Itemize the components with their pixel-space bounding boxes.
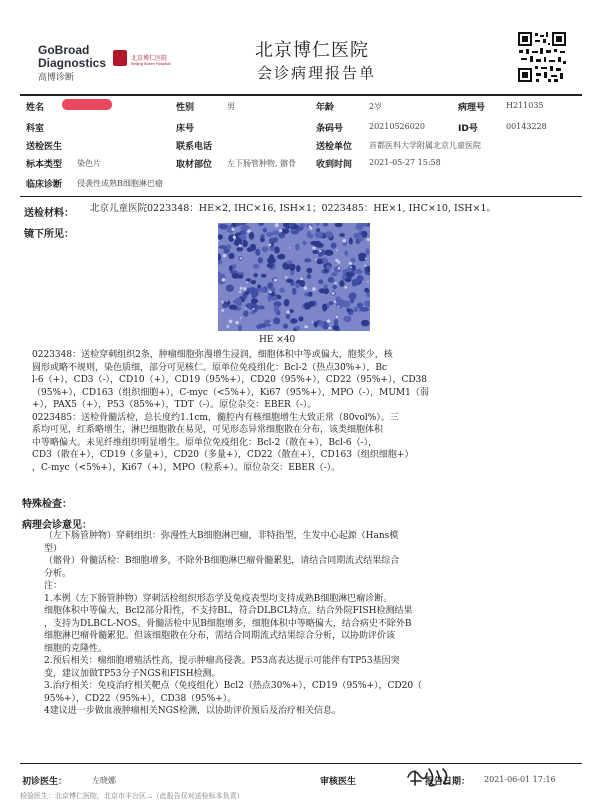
doctor-label: 送检医生 (26, 142, 63, 152)
opinion-line: 变，建议加做TP53分子NGS和FISH检测。 (44, 668, 221, 679)
report-date-value: 2021-06-01 17:16 (484, 775, 556, 784)
barcode-label: 条码号 (316, 124, 344, 134)
bed-label: 床号 (176, 124, 195, 134)
first-doctor-value: 左晓娜 (92, 776, 116, 785)
micrograph-caption: HE ×40 (259, 335, 296, 345)
microscopy-findings (32, 349, 582, 474)
sex-value: 男 (227, 102, 235, 111)
report-title: 会诊病理报告单 (257, 64, 377, 82)
opinion-line: ，支持为DLBCL-NOS。骨髓活检中见B细胞增多，细胞体积中等略偏大，结合病史不除外B (44, 618, 412, 629)
id-value: 00143228 (506, 122, 547, 131)
opinion-line: 4建议进一步做血液肿瘤相关NGS检测，以协助评价预后及治疗相关信息。 (44, 706, 341, 716)
material-value: 北京儿童医院0223348：HE×2, IHC×16, ISH×1；0223485：HE×1, IHC×10, ISH×1。 (90, 203, 497, 214)
report-title-hospital: 北京博仁医院 (255, 40, 369, 61)
findings-line: 系均可见，红系略增生，淋巴细胞散在易见，可见形态异常细胞散在分布，该类细胞体积 (32, 425, 384, 435)
opinion-line: 细胞的克隆性。 (44, 643, 108, 654)
hospital-name-small: 北京博仁医院 (131, 55, 168, 62)
specimen-label: 标本类型 (26, 160, 63, 170)
hospital-name-en: Beijing Boren Hospital (131, 61, 171, 66)
opinion-line: 型） (44, 543, 63, 554)
opinion-line: 3.治疗相关：免疫治疗相关靶点（免疫组化）Bcl2（热点30%+），CD19（95%+），CD20（ (44, 681, 423, 691)
report-date-label: 报告日期： (425, 777, 471, 787)
opinion-line: （左下肠管肿物）穿刺组织：弥漫性大B细胞淋巴瘤，非特指型，生发中心起源（Hans模 (44, 531, 399, 541)
specimen-value: 染色片 (77, 159, 101, 168)
receive-time-value: 2021-05-27 15:58 (369, 158, 441, 167)
material-label: 送检材料： (24, 208, 74, 219)
info-divider (20, 196, 582, 197)
qr-code-icon (517, 31, 567, 83)
age-label: 年龄 (316, 103, 335, 113)
name-redaction (62, 99, 112, 110)
opinion-line: 细胞淋巴瘤骨髓累犯。但该细胞散在分布，需结合同期流式结果综合分析，以协助评价该 (44, 631, 396, 641)
site-label: 取材部位 (176, 160, 213, 170)
unit-value: 首都医科大学附属北京儿童医院 (369, 141, 481, 150)
opinion-line: 1.本例（左下肠管肿物）穿刺活检组织形态学及免疫表型均支持成熟B细胞淋巴瘤诊断。 (44, 593, 393, 604)
pathology-number-value: H211035 (506, 101, 544, 110)
department-label: 科室 (26, 124, 45, 134)
clinical-diagnosis-label: 临床诊断 (26, 180, 63, 190)
hospital-logo-icon (113, 50, 127, 66)
brand-name-line2: Diagnostics (38, 56, 107, 70)
findings-line: +），PAX5（+），P53（85%+），TDT（-）。原位杂交：EBER（-）。 (32, 400, 317, 410)
id-label: ID号 (458, 124, 478, 134)
findings-line: CD3（散在+），CD19（多量+），CD20（多量+），CD22（散在+），CD163（组织细胞+） (32, 450, 414, 460)
brand-name-cn: 高博诊断 (38, 73, 75, 83)
brand-name-line1: GoBroad (38, 43, 90, 57)
contact-label: 联系电话 (176, 142, 213, 152)
opinion-label: 病理会诊意见： (22, 520, 92, 531)
unit-label: 送检单位 (316, 142, 353, 152)
receive-time-label: 收到时间 (316, 160, 353, 170)
age-value: 2岁 (369, 102, 383, 111)
opinion-line: 2.预后相关：瘤细胞增殖活性高，提示肿瘤高侵袭。P53高表达提示可能伴有TP53基因突 (44, 656, 400, 666)
findings-line: l-6（+），CD3（-），CD10（+），CD19（95%+），CD20（95%+），CD22（95%+），CD38 (32, 375, 428, 385)
findings-line: 0223348：送检穿刺组织2条，肿瘤细胞弥漫增生浸润，细胞体积中等或偏大，胞浆少，核 (32, 350, 393, 360)
consultation-opinion (44, 530, 584, 718)
clinical-diagnosis-value: 侵袭性成熟B细胞淋巴瘤 (77, 179, 163, 188)
opinion-line: （髂骨）骨髓活检：B细胞增多，不除外B细胞淋巴瘤骨髓累犯，请结合同期流式结果综合 (44, 556, 400, 566)
findings-line: （95%+），CD163（组织细胞+），C-myc（<5%+），Ki67（95%+），MPO（-），MUM1（弱 (32, 387, 429, 398)
name-label: 姓名 (26, 103, 45, 113)
opinion-line: 注： (44, 581, 63, 591)
footer-bottom-text: 检验医生：北京博仁医院，北京市丰台区...（此报告仅对送检标本负责） (20, 792, 244, 800)
reviewer-label: 审核医生 (320, 777, 357, 787)
findings-line: 0223485：送检骨髓活检，总长度约1.1cm，髓腔内有核细胞增生大致正常（80vol%）。三 (32, 412, 399, 423)
footer-divider (20, 763, 582, 764)
opinion-line: 细胞体积中等偏大，Bcl2部分阳性，不支持BL，符合DLBCL特点。结合外院FISH检测结果 (44, 606, 413, 616)
site-value: 左下肠管肿物, 髂骨 (227, 159, 297, 168)
header-divider (20, 94, 582, 96)
barcode-value: 20210526020 (369, 122, 425, 131)
findings-line: 圆形或略不规则，染色质细，部分可见核仁。原单位免疫组化：Bcl-2（热点30%+），Bc (32, 362, 388, 373)
pathology-number-label: 病理号 (458, 103, 486, 113)
findings-line: 中等略偏大。未见纤维组织明显增生。原单位免疫组化：Bcl-2（散在+），Bcl-6（-）， (32, 437, 378, 448)
first-doctor-label: 初诊医生： (22, 777, 68, 787)
he-micrograph-image (218, 223, 370, 331)
sex-label: 性别 (176, 103, 195, 113)
microscopy-label: 镜下所见： (24, 229, 74, 240)
opinion-line: 分析。 (44, 568, 72, 579)
opinion-line: 95%+），CD22（95%+），CD38（95%+）。 (44, 693, 237, 704)
special-exam-label: 特殊检查： (22, 499, 72, 510)
findings-line: ，C-myc（<5%+），Ki67（+），MPO（粒系+）。原位杂交：EBER（-）。 (32, 462, 341, 473)
